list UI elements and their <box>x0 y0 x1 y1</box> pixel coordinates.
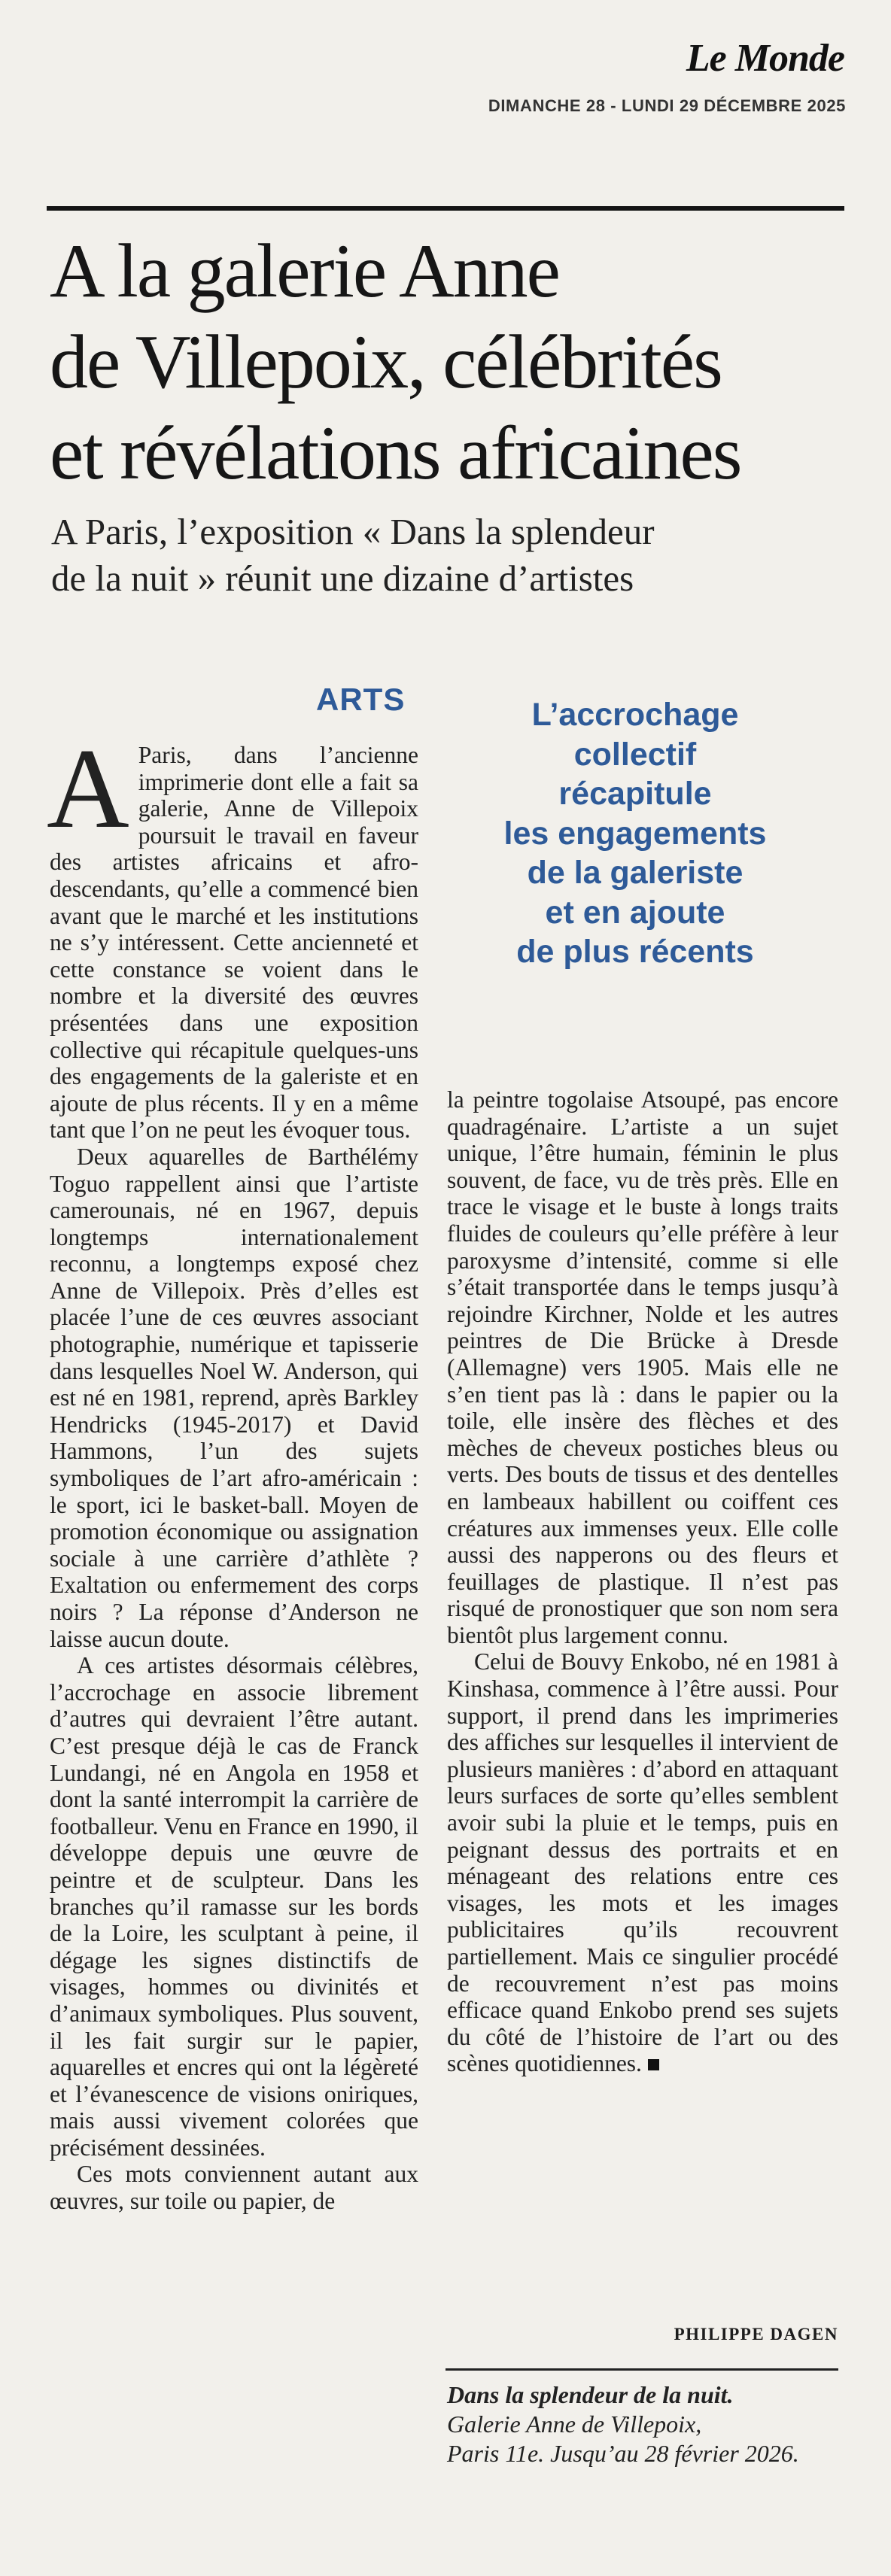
headline-line: de Villepoix, célébrités <box>50 320 722 405</box>
subheadline <box>51 509 849 602</box>
headline <box>50 226 847 499</box>
end-of-article-square-icon <box>648 2059 659 2070</box>
pull-quote-line: récapitule <box>558 776 712 812</box>
paragraph: Deux aquarelles de Barthélémy Toguo rappellent ainsi que l’artiste camerounais, né en 1967, depuis longtemps internationalement reconnu, a longtemps exposé chez Anne de Villepoix. Près d’elles est placée l’une de ces œuvres associant photographie, numérique et tapisserie dans lesquelles Noel W. Anderson, qui est né en 1981, reprend, après Barkley Hendricks (1945-2017) et David Hammons, l’un des sujets symboliques de l’art afro-américain : le sport, ici le basket-ball. Moyen de promotion économique ou assignation sociale à une carrière d’athlète ? Exaltation ou enfermement des corps noirs ? La réponse d’Anderson ne laisse aucun doute. <box>50 1143 418 1652</box>
paragraph: la peintre togolaise Atsoupé, pas encore quadragénaire. L’artiste a un sujet unique, l’être humain, féminin le plus souvent, de face, vu de très près. Elle en trace le visage et le buste à longs traits fluides de couleurs qu’elle préfère à leur paroxysme d’intensité, comme si elle s’était transportée dans le temps jusqu’à rejoindre Kirchner, Nolde et les autres peintres de Die Brücke à Dresde (Allemagne) vers 1905. Mais elle ne s’en tient pas là : dans le papier ou la toile, elle insère des flèches et des mèches de cheveux postiches bleus ou verts. Des bouts de tissus et des dentelles en lambeaux habillent ou coiffent ces créatures aux immenses yeux. Elle colle aussi des napperons ou des fleurs et feuillages de plastique. Il n’est pas risqué de pronostiquer que son nom sera bientôt plus largement connu. <box>447 1086 838 1648</box>
issue-date: DIMANCHE 28 - LUNDI 29 DÉCEMBRE 2025 <box>488 96 846 115</box>
section-rubric: ARTS <box>316 682 406 717</box>
article-column-left <box>47 725 418 2215</box>
drop-cap: A <box>47 725 129 852</box>
exhibition-dates: Paris 11e. Jusqu’au 28 février 2026. <box>447 2440 799 2467</box>
paragraph <box>47 725 418 1144</box>
pull-quote-line: collectif <box>573 736 697 773</box>
pull-quote-line: et en ajoute <box>545 894 725 931</box>
paragraph: A ces artistes désormais célèbres, l’accrochage en associe librement d’autres qui devraient l’être autant. C’est presque déjà le cas de Franck Lundangi, né en Angola en 1958 et dont la santé interrompit la carrière de footballeur. Venu en France en 1990, il développe depuis une œuvre de peintre et de sculpteur. Dans les branches qu’il ramasse sur les bords de la Loire, les sculptant à peine, il dégage les signes distinctifs de visages, hommes ou divinités et d’animaux symboliques. Plus souvent, il les fait surgir sur le papier, aquarelles et encres qui ont la légèreté et l’évanescence de visions oniriques, mais aussi vivement colorées que précisément dessinées. <box>50 1652 418 2161</box>
paragraph-text: Paris, dans l’ancienne imprimerie dont elle a fait sa galerie, Anne de Villepoix poursuit le travail en faveur des artistes africains et afro-descendants, qu’elle a commencé bien avant que le marché et les institutions ne s’y intéressent. Cette ancienneté et cette constance se voient dans le nombre et la diversité des œuvres présentées dans une exposition collective qui récapitule quelques-uns des engagements de la galeriste et en ajoute de plus récents. Il y en a même tant que l’on ne peut les évoquer tous. <box>50 742 418 1144</box>
byline: PHILIPPE DAGEN <box>674 2325 838 2344</box>
paragraph <box>447 1648 838 2077</box>
exhibition-info <box>447 2380 838 2468</box>
pull-quote-line: de plus récents <box>516 934 754 970</box>
pull-quote <box>455 695 816 972</box>
pull-quote-line: de la galeriste <box>527 855 744 891</box>
paragraph-text: Celui de Bouvy Enkobo, né en 1981 à Kinshasa, commence à l’être aussi. Pour support, il prend dans les imprimeries des affiches sur lesquelles il intervient de plusieurs manières : d’abord en attaquant leurs surfaces de sorte qu’elles semblent avoir subi la pluie et le temps, puis en peignant dessus des portraits et en ménageant des relations entre ces visages, les mots et les images publicitaires qu’ils recouvrent partiellement. Mais ce singulier procédé de recouvrement n’est pas moins efficace quand Enkobo prend ses sujets du côté de l’histoire de l’art ou des scènes quotidiennes. <box>447 1648 838 2077</box>
headline-line: A la galerie Anne <box>50 229 559 314</box>
subhead-line: de la nuit » réunit une dizaine d’artistes <box>51 557 634 599</box>
info-divider <box>446 2368 838 2371</box>
exhibition-title: Dans la splendeur de la nuit. <box>447 2381 734 2408</box>
subhead-line: A Paris, l’exposition « Dans la splendeur <box>51 511 655 552</box>
masthead-logo: Le Monde <box>686 37 844 80</box>
article-column-right <box>447 1086 838 2077</box>
paragraph: Ces mots conviennent autant aux œuvres, sur toile ou papier, de <box>50 2161 418 2215</box>
top-rule <box>47 206 844 211</box>
headline-line: et révélations africaines <box>50 411 741 496</box>
pull-quote-line: L’accrochage <box>531 697 739 733</box>
pull-quote-line: les engagements <box>503 815 767 852</box>
exhibition-venue: Galerie Anne de Villepoix, <box>447 2410 702 2438</box>
